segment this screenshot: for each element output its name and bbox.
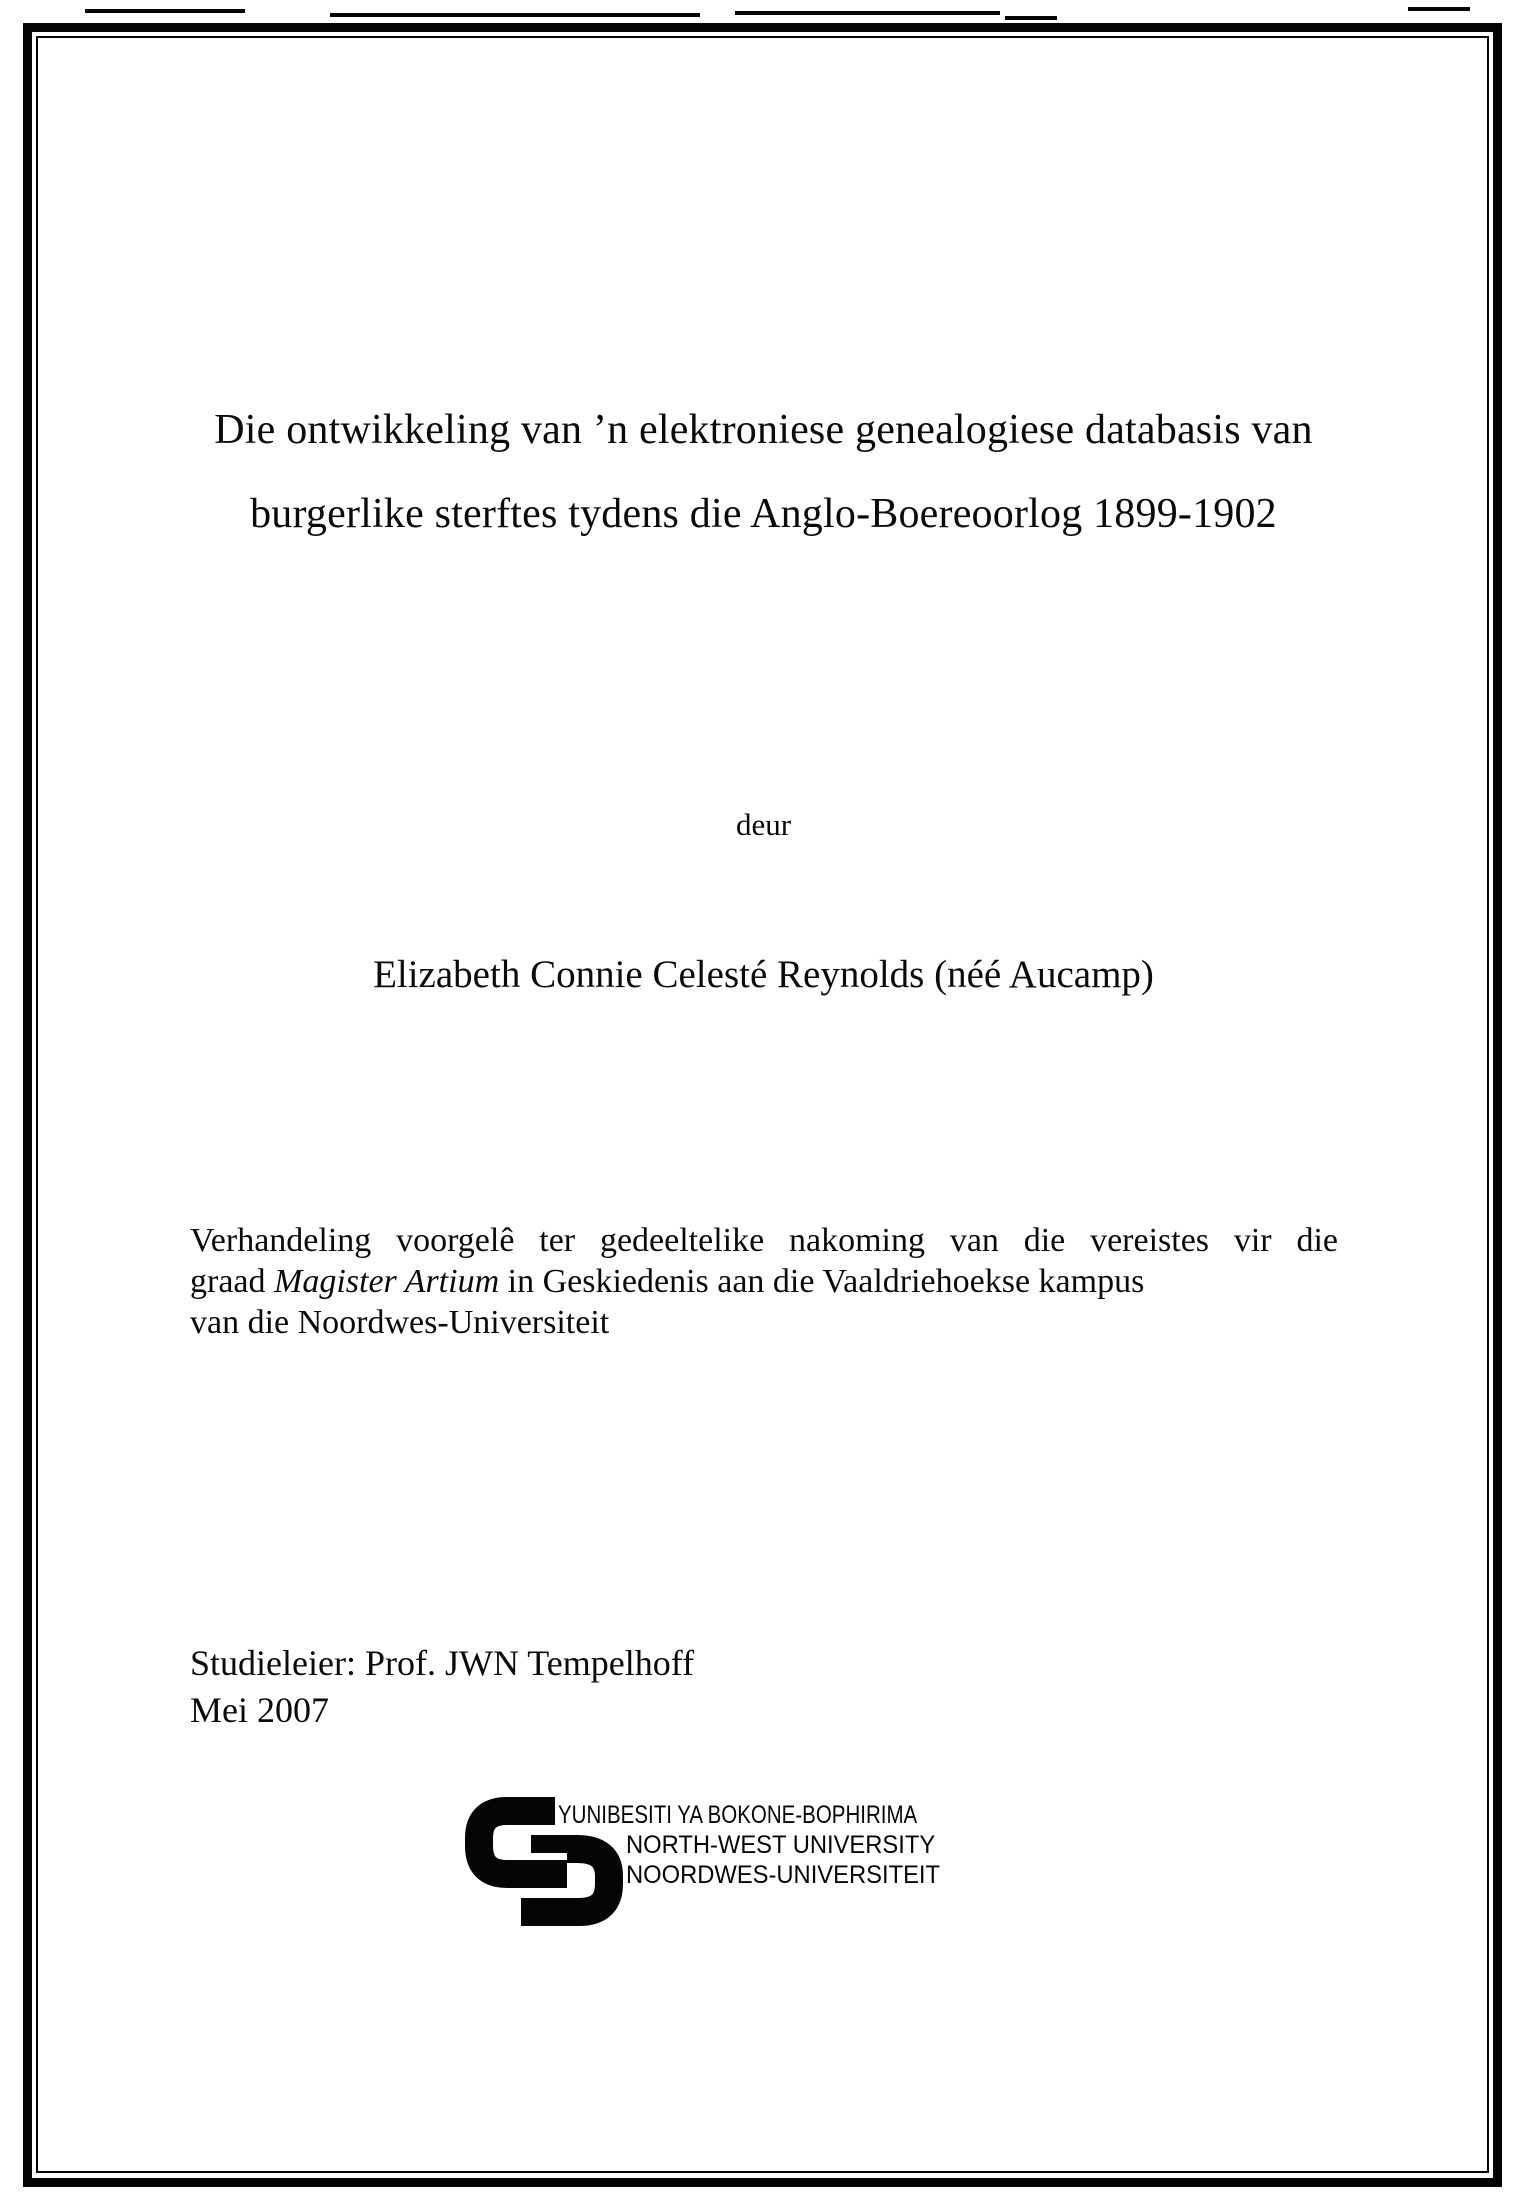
university-logo <box>463 1796 983 1936</box>
scan-artifact <box>1005 16 1057 20</box>
author-name: Elizabeth Connie Celesté Reynolds (néé Aucamp) <box>373 953 1154 996</box>
university-logo-text <box>558 1800 996 1890</box>
scan-artifact <box>1408 7 1470 11</box>
statement-line-2-suffix: in Geskiedenis aan die Vaaldriehoekse kampus <box>499 1263 1145 1300</box>
scan-artifact <box>85 9 245 13</box>
scan-artifact <box>330 13 700 17</box>
supervisor-block <box>190 1640 694 1734</box>
logo-text-afrikaans: NOORDWES-UNIVERSITEIT <box>626 1861 941 1889</box>
page-title <box>110 388 1417 556</box>
scan-artifact <box>735 11 1000 15</box>
date-line: Mei 2007 <box>190 1690 329 1730</box>
byline-label: deur <box>735 807 792 842</box>
logo-text-english: NORTH-WEST UNIVERSITY <box>626 1831 936 1859</box>
degree-statement <box>190 1220 1338 1343</box>
logo-text-setswana: YUNIBESITI YA BOKONE-BOPHIRIMA <box>558 1801 918 1829</box>
title-line-2: burgerlike sterftes tydens die Anglo-Boereoorlog 1899-1902 <box>250 491 1277 537</box>
statement-line-1: Verhandeling voorgelê ter gedeeltelike nakoming van die vereistes vir die <box>190 1222 1338 1259</box>
statement-line-2 <box>190 1261 1338 1302</box>
title-line-1: Die ontwikkeling van ’n elektroniese genealogiese databasis van <box>214 407 1313 453</box>
degree-name-italic: Magister Artium <box>274 1263 500 1300</box>
statement-line-2-prefix: graad <box>190 1263 275 1300</box>
supervisor-line: Studieleier: Prof. JWN Tempelhoff <box>190 1643 695 1683</box>
statement-line-3: van die Noordwes-Universiteit <box>190 1304 610 1341</box>
